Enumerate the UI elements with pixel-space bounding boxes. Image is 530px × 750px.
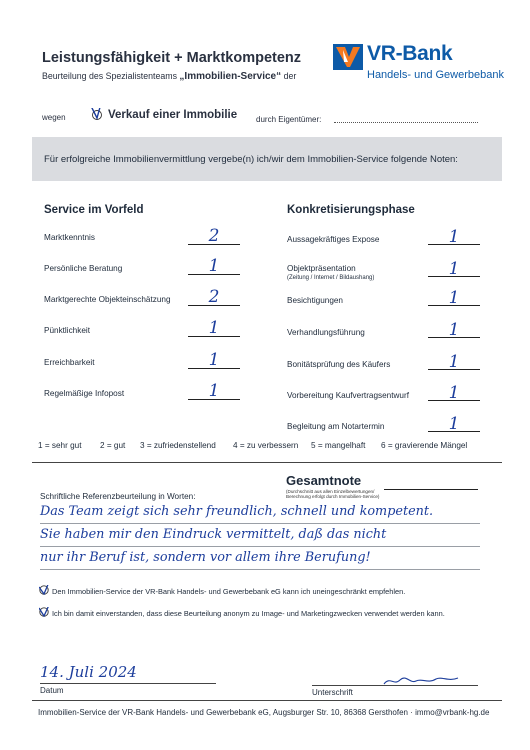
rating-label-kaufvertrag: Vorbereitung Kaufvertragsentwurf: [287, 391, 409, 400]
rating-field-erreichbarkeit[interactable]: [188, 368, 240, 369]
subtitle-prefix: Beurteilung des Spezialistenteams: [42, 71, 180, 81]
footer-text: Immobilien-Service der VR-Bank Handels- und Gewerbebank eG, Augsburger Str. 10, 86368 Gersthofen · immo@vrbank-hg.de: [38, 708, 490, 717]
rating-value-marktkenntnis: 2: [208, 226, 220, 246]
subtitle-team: „Immobilien-Service“: [179, 71, 282, 82]
reference-line-1: Das Team zeigt sich sehr freundlich, schnell und kompetent.: [40, 504, 434, 519]
rating-field-infopost[interactable]: [188, 399, 240, 400]
rating-field-besichtigungen[interactable]: [428, 305, 480, 306]
rating-value-erreichbarkeit: 1: [208, 350, 220, 370]
rating-label-infopost: Regelmäßige Infopost: [44, 389, 125, 398]
date-field[interactable]: [40, 683, 216, 684]
rating-field-bonitaet[interactable]: [428, 369, 480, 370]
rating-value-besichtigungen: 1: [448, 288, 460, 308]
form-title: Leistungsfähigkeit + Marktkompetenz: [42, 50, 302, 66]
rating-value-verhandlung: 1: [448, 320, 460, 340]
rating-sublabel-objektpraesentation: (Zeitung / Internet / Bildaushang): [287, 275, 375, 281]
gesamtnote-field[interactable]: [384, 489, 478, 490]
rating-value-kaufvertrag: 1: [448, 383, 460, 403]
legend-2: 2 = gut: [100, 441, 126, 450]
consent-marketing-text: Ich bin damit einverstanden, dass diese Beurteilung anonym zu Image- und Marketingzwecken verwendet werden kann.: [52, 609, 445, 618]
rating-label-objekteinschaetzung: Marktgerechte Objekteinschätzung: [44, 295, 171, 304]
vr-bank-mark-icon: [333, 44, 363, 70]
gesamtnote-note: (Durchschnitt aus allen Einzelbewertungen/ Berechnung erfolgt durch Immobilien-Service): [286, 489, 380, 500]
verkauf-option-label: Verkauf einer Immobilie: [108, 109, 238, 121]
rating-field-notartermin[interactable]: [428, 431, 480, 432]
rating-label-objektpraesentation: Objektpräsentation: [287, 264, 356, 273]
legend-4: 4 = zu verbessern: [233, 441, 299, 450]
rating-label-marktkenntnis: Marktkenntnis: [44, 233, 95, 242]
owner-field[interactable]: [334, 122, 478, 123]
rating-value-notartermin: 1: [448, 414, 460, 434]
rating-label-notartermin: Begleitung am Notartermin: [287, 422, 385, 431]
rating-value-puenktlichkeit: 1: [208, 318, 220, 338]
rating-label-erreichbarkeit: Erreichbarkeit: [44, 358, 95, 367]
consent-recommend-checkbox[interactable]: [39, 585, 49, 595]
form-subtitle: [42, 71, 296, 82]
footer-divider: [32, 700, 502, 701]
rating-field-kaufvertrag[interactable]: [428, 400, 480, 401]
section-title-vorfeld: Service im Vorfeld: [44, 204, 144, 216]
wegen-label: wegen: [42, 113, 66, 122]
rating-label-verhandlung: Verhandlungsführung: [287, 328, 365, 337]
legend-divider: [32, 462, 502, 463]
reference-line-2: Sie haben mir den Eindruck vermittelt, daß das nicht: [40, 527, 387, 542]
rating-field-puenktlichkeit[interactable]: [188, 336, 240, 337]
rating-value-beratung: 1: [208, 256, 220, 276]
logo-subtitle: Handels- und Gewerbebank: [367, 69, 504, 81]
instruction-band: [32, 137, 502, 181]
consent-marketing-checkbox[interactable]: [39, 607, 49, 617]
signature-field[interactable]: [312, 685, 478, 686]
date-label: Datum: [40, 686, 64, 695]
rating-label-expose: Aussagekräftiges Expose: [287, 235, 380, 244]
legend-3: 3 = zufriedenstellend: [140, 441, 216, 450]
instruction-text: Für erfolgreiche Immobilienvermittlung vergebe(n) ich/wir dem Immobilien-Service folgende Noten:: [44, 154, 458, 165]
vr-bank-logo: [333, 42, 503, 88]
rating-label-beratung: Persönliche Beratung: [44, 264, 123, 273]
verkauf-checkbox[interactable]: [91, 108, 103, 120]
rating-label-puenktlichkeit: Pünktlichkeit: [44, 326, 90, 335]
subtitle-suffix: der: [281, 71, 297, 81]
rating-value-infopost: 1: [208, 381, 220, 401]
rating-field-objektpraesentation[interactable]: [428, 276, 480, 277]
owner-label: durch Eigentümer:: [256, 115, 322, 124]
section-title-konkretisierung: Konkretisierungsphase: [287, 204, 415, 216]
rating-field-expose[interactable]: [428, 244, 480, 245]
consent-recommend-text: Den Immobilien-Service der VR-Bank Handels- und Gewerbebank eG kann ich uneingeschränkt empfehlen.: [52, 587, 406, 596]
rating-field-beratung[interactable]: [188, 274, 240, 275]
rating-field-objekteinschaetzung[interactable]: [188, 305, 240, 306]
rating-value-objekteinschaetzung: 2: [208, 287, 220, 307]
signature-label: Unterschrift: [312, 688, 353, 697]
reference-rule-2[interactable]: [40, 546, 480, 547]
legend-1: 1 = sehr gut: [38, 441, 82, 450]
rating-value-expose: 1: [448, 227, 460, 247]
rating-field-verhandlung[interactable]: [428, 337, 480, 338]
date-value: 14. Juli 2024: [40, 663, 137, 681]
reference-rule-1[interactable]: [40, 523, 480, 524]
rating-value-objektpraesentation: 1: [448, 259, 460, 279]
reference-rule-3[interactable]: [40, 569, 480, 570]
legend-5: 5 = mangelhaft: [311, 441, 366, 450]
reference-label: Schriftliche Referenzbeurteilung in Worten:: [40, 492, 196, 501]
logo-name: VR-Bank: [367, 42, 453, 65]
rating-label-bonitaet: Bonitätsprüfung des Käufers: [287, 360, 391, 369]
legend-6: 6 = gravierende Mängel: [381, 441, 468, 450]
rating-label-besichtigungen: Besichtigungen: [287, 296, 343, 305]
rating-value-bonitaet: 1: [448, 352, 460, 372]
reference-line-3: nur ihr Beruf ist, sondern vor allem ihre Berufung!: [40, 550, 371, 565]
rating-field-marktkenntnis[interactable]: [188, 244, 240, 245]
gesamtnote-title: Gesamtnote: [286, 473, 362, 488]
